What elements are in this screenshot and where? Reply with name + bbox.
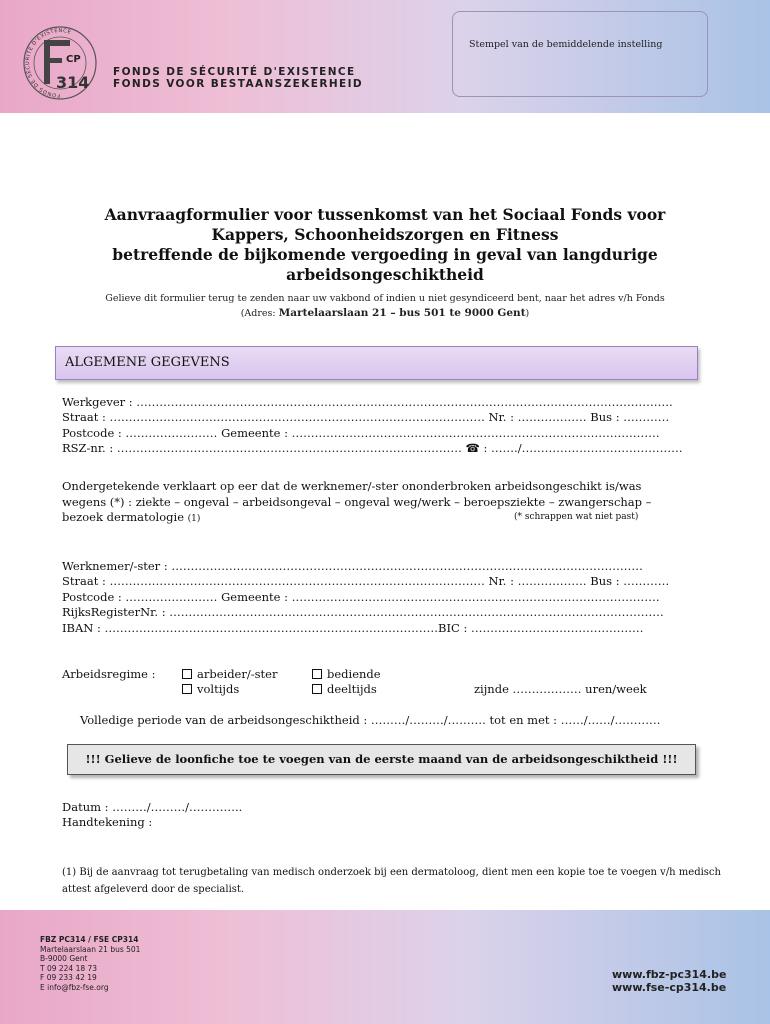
checkbox-square[interactable]: [182, 684, 192, 694]
fund-name-fr: FONDS DE SÉCURITÉ D'EXISTENCE: [113, 66, 356, 78]
payslip-notice: !!! Gelieve de loonfiche toe te voegen van de eerste maand van de arbeidsongeschiktheid !!!: [67, 744, 696, 775]
stamp-box: [452, 11, 708, 97]
svg-text:CP: CP: [66, 54, 81, 65]
title-line-3: betreffende de bijkomende vergoeding in geval van langdurige: [112, 245, 658, 264]
footer-org: FBZ PC314 / FSE CP314: [40, 935, 139, 944]
employee-postcode-field[interactable]: Postcode : …………………… Gemeente : ……………………………………………………………………………………: [62, 590, 660, 604]
declaration-line-1: Ondergetekende verklaart op eer dat de werknemer/-ster ononderbroken arbeidsongeschikt is/was: [62, 479, 642, 493]
addr-suffix: ): [525, 308, 530, 319]
intro-instruction: Gelieve dit formulier terug te zenden naar uw vakbond of indien u niet gesyndiceerd bent, naar het adres v/h Fonds: [105, 293, 665, 304]
rsz-phone-field[interactable]: RSZ-nr. : ……………………………………………………………………………… ☎ : ……./……………………………………: [62, 441, 683, 455]
logo-ring-text: FONDS DE SÉCURITÉ D'EXISTENCE: [25, 27, 72, 99]
footer-websites: [612, 968, 726, 994]
addr-prefix: (Adres:: [240, 308, 279, 319]
footnote: (1) Bij de aanvraag tot terugbetaling van medisch onderzoek bij een dermatoloog, dient men een kopie toe te voegen v/h medisch attest afgeleverd door de specialist.: [62, 867, 721, 895]
declaration-reasons[interactable]: wegens (*) : ziekte – ongeval – arbeidsongeval – ongeval weg/werk – beroepsziekte – zwangerschap –: [62, 495, 652, 509]
period-field[interactable]: Volledige periode van de arbeidsongeschiktheid : ………/………/………. tot en met : ……/……/…………: [80, 713, 661, 727]
checkbox-deeltijds[interactable]: [312, 682, 377, 696]
stamp-label: Stempel van de bemiddelende instelling: [469, 39, 663, 50]
deeltijds-label: deeltijds: [327, 682, 377, 696]
regime-label: Arbeidsregime :: [62, 667, 156, 681]
werkgever-field[interactable]: Werkgever : …………………………………………………………………………………………………………………………..: [62, 395, 673, 409]
hours-per-week-field[interactable]: zijnde ……………… uren/week: [474, 682, 647, 696]
checkbox-square[interactable]: [312, 669, 322, 679]
signature-field[interactable]: Handtekening :: [62, 815, 153, 829]
declaration-line-3: [62, 510, 200, 524]
werknemer-field[interactable]: Werknemer/-ster : ……………………………………………………………………………………………………………: [62, 559, 643, 573]
intro-address: [40, 306, 730, 321]
iban-bic-field[interactable]: IBAN : ……………………………………………………………………………BIC : ………………………………………: [62, 621, 644, 635]
date-field[interactable]: Datum : ………/………/…………..: [62, 800, 243, 814]
checkbox-bediende[interactable]: [312, 667, 381, 681]
arbeider-label: arbeider/-ster: [197, 667, 278, 681]
website-link-fbz[interactable]: www.fbz-pc314.be: [612, 968, 727, 981]
checkbox-arbeider[interactable]: [182, 667, 277, 681]
footer-email[interactable]: E info@fbz-fse.org: [40, 982, 109, 992]
footnote-ref: (1): [187, 514, 201, 524]
employer-postcode-field[interactable]: Postcode : …………………… Gemeente : ……………………………………………………………………………………: [62, 426, 660, 440]
declaration-dermatology[interactable]: bezoek dermatologie: [62, 510, 188, 524]
checkbox-square[interactable]: [182, 669, 192, 679]
checkbox-voltijds[interactable]: [182, 682, 239, 696]
website-link-fse[interactable]: www.fse-cp314.be: [612, 981, 727, 994]
addr-bold: Martelaarslaan 21 – bus 501 te 9000 Gent: [278, 307, 526, 319]
footer-tel: T 09 224 18 73: [40, 963, 98, 973]
section-title: ALGEMENE GEGEVENS: [65, 355, 230, 370]
page-title: [60, 205, 710, 285]
fund-logo: [14, 22, 106, 102]
footer-address: [40, 935, 140, 993]
footer-city: B-9000 Gent: [40, 954, 88, 964]
employer-street-field[interactable]: Straat : ……………….……….…………………………………………………………… Nr. : ……………… Bus : …………: [62, 410, 670, 424]
footer-fax: F 09 233 42 19: [40, 973, 97, 983]
section-header-box: [55, 346, 698, 380]
title-line-4: arbeidsongeschiktheid: [286, 265, 484, 284]
intro-text: [40, 292, 730, 321]
rijksregister-field[interactable]: RijksRegisterNr. : …………………………………………………………………………………………………………………: [62, 605, 664, 619]
checkbox-square[interactable]: [312, 684, 322, 694]
title-line-1: Aanvraagformulier voor tussenkomst van het Sociaal Fonds voor: [104, 205, 666, 224]
fund-name-nl: FONDS VOOR BESTAANSZEKERHEID: [113, 78, 364, 90]
voltijds-label: voltijds: [197, 682, 240, 696]
footer-street: Martelaarslaan 21 bus 501: [40, 944, 141, 954]
logo-number: 314: [56, 73, 90, 92]
employee-street-field[interactable]: Straat : ……………….……….…………………………………………………………… Nr. : ……………… Bus : …………: [62, 574, 670, 588]
title-line-2: Kappers, Schoonheidszorgen en Fitness: [211, 225, 559, 244]
fund-names: [113, 66, 363, 90]
bediende-label: bediende: [327, 667, 381, 681]
strike-note: (* schrappen wat niet past): [514, 512, 639, 522]
